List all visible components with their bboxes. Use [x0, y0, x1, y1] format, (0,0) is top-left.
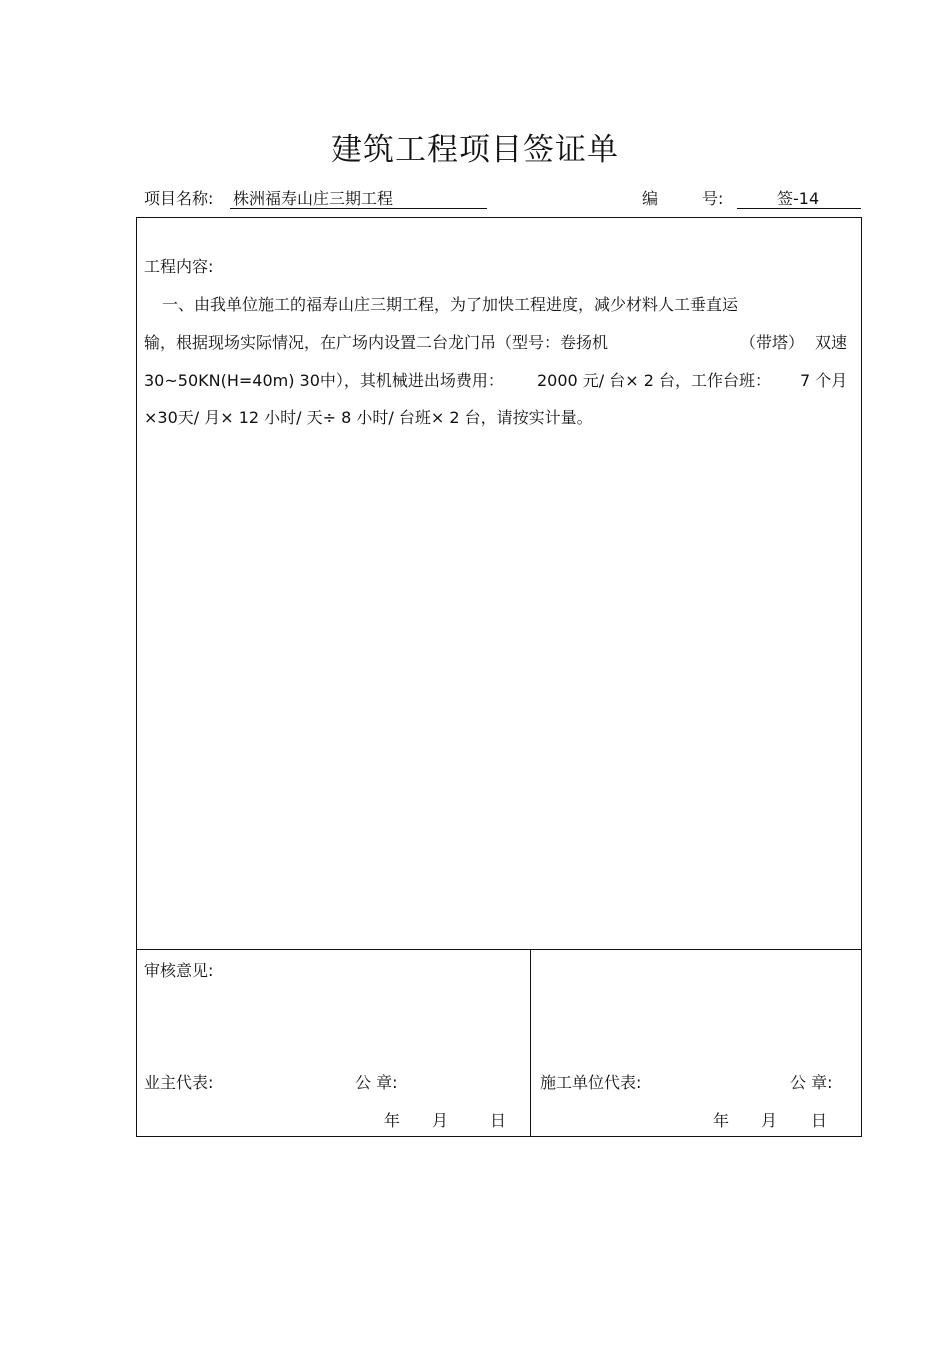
owner-date-month: 月	[432, 1111, 449, 1130]
content-line-3b: 2000 元/ 台× 2 台，工作台班：	[537, 371, 772, 390]
owner-date-day: 日	[490, 1111, 507, 1130]
content-line-3a: 30~50KN(H=40m) 30中），其机械进出场费用：	[144, 371, 504, 390]
owner-date-year: 年	[384, 1111, 401, 1130]
content-label: 工程内容:	[144, 257, 214, 276]
signature-divider	[530, 949, 531, 1137]
content-line-3c: 7 个月	[800, 371, 848, 390]
review-opinion-label: 审核意见:	[144, 961, 214, 980]
number-underline	[737, 208, 861, 209]
content-line-4: ×30天/ 月× 12 小时/ 天÷ 8 小时/ 台班× 2 台，请按实计量。	[144, 408, 593, 427]
content-line-1	[162, 294, 807, 316]
owner-seal-label: 公 章:	[355, 1073, 398, 1092]
contractor-date-year: 年	[713, 1111, 730, 1130]
project-name-underline	[230, 208, 487, 209]
project-name-value: 株洲福寿山庄三期工程	[233, 189, 394, 208]
document-title: 建筑工程项目签证单	[331, 132, 619, 168]
content-text-with-tower: （带塔）	[740, 333, 805, 352]
number-label-part1: 编	[642, 189, 659, 208]
content-text: 输，根据现场实际情况，在广场内设置二台龙门吊（型号：卷扬机	[144, 333, 609, 352]
number-value: 签-14	[777, 189, 820, 208]
content-text-double-speed: 双速	[815, 333, 848, 352]
contractor-seal-label: 公 章:	[790, 1073, 833, 1092]
content-text: 一、由我单位施工的福寿山庄三期工程，为了加快工程进度，减少材料人工垂直运	[162, 295, 739, 314]
project-name-label: 项目名称:	[144, 189, 214, 208]
contractor-rep-label: 施工单位代表:	[540, 1073, 642, 1092]
number-label-part2: 号:	[702, 189, 724, 208]
content-divider	[136, 949, 862, 950]
contractor-date-month: 月	[761, 1111, 778, 1130]
contractor-date-day: 日	[811, 1111, 828, 1130]
owner-rep-label: 业主代表:	[144, 1073, 214, 1092]
form-table-frame	[136, 217, 862, 1137]
